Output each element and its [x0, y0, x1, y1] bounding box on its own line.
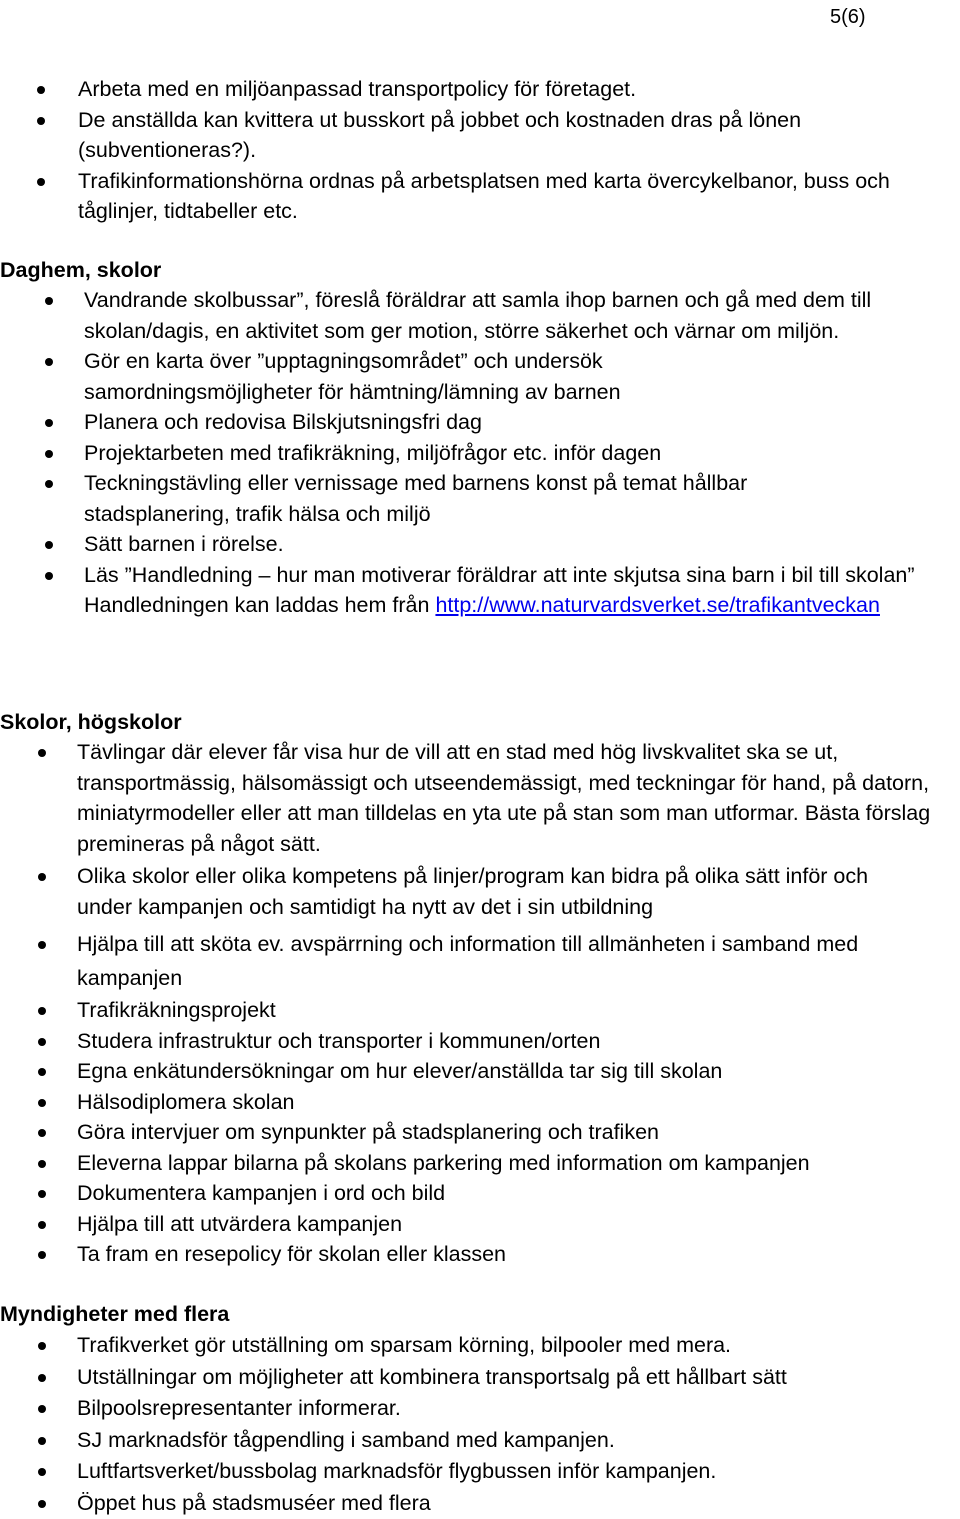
list-item: Trafikinformationshörna ordnas på arbetsplatsen med karta övercykelbanor, buss och tåglinjer, tidtabeller etc. — [0, 166, 944, 227]
list-item: Vandrande skolbussar”, föreslå föräldrar att samla ihop barnen och gå med dem till skolan/dagis, en aktivitet som ger motion, större säkerhet och värnar om miljön. — [0, 285, 950, 346]
bullet-icon — [38, 1221, 46, 1229]
bullet-icon — [38, 1468, 46, 1476]
page-number: 5(6) — [830, 6, 866, 29]
list-item: Egna enkätundersökningar om hur elever/anställda tar sig till skolan — [0, 1056, 937, 1087]
daghem-section — [0, 285, 960, 621]
bullet-icon — [38, 1007, 46, 1015]
bullet-icon — [45, 450, 53, 458]
list-item: Läs ”Handledning – hur man motiverar föräldrar att inte skjutsa sina barn i bil till skolan” Handledningen kan laddas hem från http://www.naturvardsverket.se/trafikantveckan — [0, 560, 954, 621]
list-item: Hjälpa till att utvärdera kampanjen — [0, 1209, 937, 1240]
list-item: Luftfartsverket/bussbolag marknadsför flygbussen inför kampanjen. — [0, 1456, 937, 1488]
daghem-list — [0, 285, 960, 621]
list-item: Arbeta med en miljöanpassad transportpolicy för företaget. — [0, 74, 938, 105]
intro-list — [0, 74, 960, 227]
section-heading-skolor: Skolor, högskolor — [0, 707, 182, 737]
bullet-icon — [38, 1160, 46, 1168]
list-item: Projektarbeten med trafikräkning, miljöfrågor etc. inför dagen — [0, 438, 950, 469]
bullet-icon — [38, 1129, 46, 1137]
bullet-icon — [45, 419, 53, 427]
bullet-icon — [38, 1099, 46, 1107]
bullet-icon — [37, 86, 45, 94]
bullet-icon — [38, 941, 46, 949]
bullet-icon — [37, 178, 45, 186]
list-item: Öppet hus på stadsmuséer med flera — [0, 1488, 937, 1519]
myndigheter-section — [0, 1330, 960, 1519]
list-item: Planera och redovisa Bilskjutsningsfri dag — [0, 407, 950, 438]
bullet-icon — [45, 541, 53, 549]
list-item: Sätt barnen i rörelse. — [0, 529, 950, 560]
bullet-icon — [37, 117, 45, 125]
list-item: Teckningstävling eller vernissage med barnens konst på temat hållbar stadsplanering, trafik hälsa och miljö — [0, 468, 884, 529]
list-item: Studera infrastruktur och transporter i kommunen/orten — [0, 1026, 937, 1057]
skolor-section — [0, 737, 960, 1270]
myndigheter-list — [0, 1330, 960, 1519]
list-item: Eleverna lappar bilarna på skolans parkering med information om kampanjen — [0, 1148, 957, 1179]
list-item: Olika skolor eller olika kompetens på linjer/program kan bidra på olika sätt inför och under kampanjen och samtidigt ha nytt av det i sin utbildning — [0, 861, 927, 922]
bullet-icon — [38, 1405, 46, 1413]
bullet-icon — [38, 1068, 46, 1076]
section-heading-myndigheter: Myndigheter med flera — [0, 1299, 229, 1329]
list-item: Hjälpa till att sköta ev. avspärrning och information till allmänheten i samband med kampanjen — [0, 927, 957, 995]
list-item: Dokumentera kampanjen i ord och bild — [0, 1178, 937, 1209]
list-item: Trafikräkningsprojekt — [0, 995, 937, 1026]
bullet-icon — [45, 480, 53, 488]
list-item: Tävlingar där elever får visa hur de vill att en stad med hög livskvalitet ska se ut, transportmässig, hälsomässigt och utseendemässigt, med teckningar för hand, på datorn, miniatyrmodeller eller att man tilldelas en yta ute på stan som man utformar. Bästa förslag premineras på något sätt. — [0, 737, 960, 859]
bullet-icon — [38, 1437, 46, 1445]
skolor-list — [0, 737, 960, 1270]
list-item: Ta fram en resepolicy för skolan eller klassen — [0, 1239, 937, 1270]
bullet-icon — [38, 1190, 46, 1198]
bullet-icon — [38, 873, 46, 881]
list-item: Trafikverket gör utställning om sparsam körning, bilpooler med mera. — [0, 1330, 937, 1362]
intro-section — [0, 74, 960, 227]
bullet-icon — [38, 1342, 46, 1350]
bullet-icon — [45, 358, 53, 366]
list-item: Gör en karta över ”upptagningsområdet” och undersök samordningsmöjligheter för hämtning/lämning av barnen — [0, 346, 804, 407]
bullet-icon — [45, 297, 53, 305]
bullet-icon — [38, 1251, 46, 1259]
bullet-icon — [45, 572, 53, 580]
bullet-icon — [38, 1038, 46, 1046]
list-item: Göra intervjuer om synpunkter på stadsplanering och trafiken — [0, 1117, 937, 1148]
section-heading-daghem: Daghem, skolor — [0, 255, 161, 285]
list-item: SJ marknadsför tågpendling i samband med kampanjen. — [0, 1425, 937, 1457]
list-item: Bilpoolsrepresentanter informerar. — [0, 1393, 937, 1425]
bullet-icon — [38, 749, 46, 757]
list-item: De anställda kan kvittera ut busskort på jobbet och kostnaden dras på lönen (subventioneras?). — [0, 105, 948, 166]
bullet-icon — [38, 1374, 46, 1382]
bullet-icon — [38, 1500, 46, 1508]
list-item: Utställningar om möjligheter att kombinera transportsalg på ett hållbart sätt — [0, 1362, 937, 1394]
list-item: Hälsodiplomera skolan — [0, 1087, 937, 1118]
naturvardsverket-link[interactable]: http://www.naturvardsverket.se/trafikantveckan — [435, 593, 880, 617]
